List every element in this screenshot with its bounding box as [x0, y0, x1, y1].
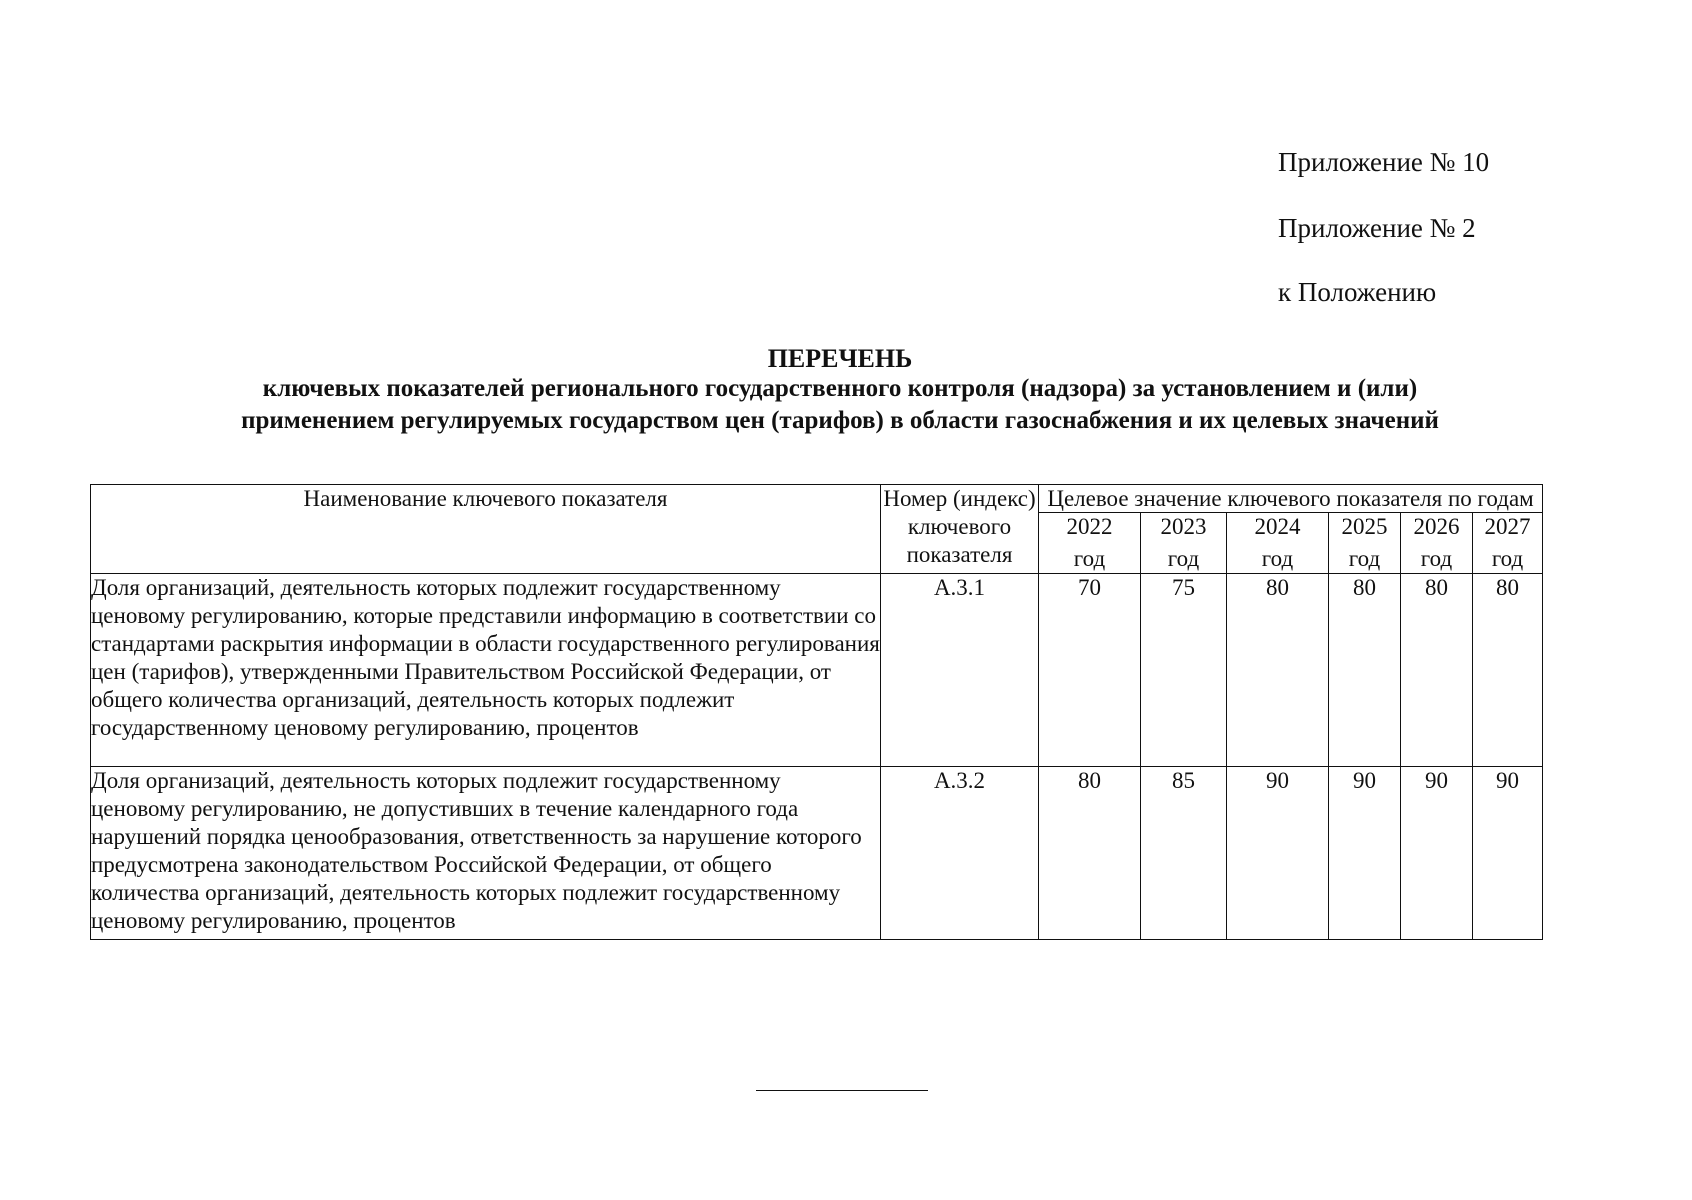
document-title: ПЕРЕЧЕНЬ	[767, 344, 913, 373]
year-unit: год	[1073, 546, 1106, 571]
table-row	[91, 574, 1543, 767]
indicator-name: Доля организаций, деятельность которых подлежит государственному ценовому регулированию, которые представили информацию в соответствии со стандартами раскрытия информации в области государственного регулирования цен (тарифов), утвержденными Правительством Российской Федерации, от общего количества организаций, деятельность которых подлежит государственному ценовому регулированию, процентов	[91, 574, 881, 767]
header-indicator-name: Наименование ключевого показателя	[91, 485, 881, 574]
value-2023: 75	[1141, 574, 1227, 767]
value-2027: 90	[1473, 767, 1543, 940]
value-2024: 80	[1227, 574, 1329, 767]
indicator-index: А.3.1	[881, 574, 1039, 767]
table-row	[91, 767, 1543, 940]
document-subtitle-line-2: применением регулируемых государством цен (тарифов) в области газоснабжения и их целевых значений	[241, 407, 1439, 434]
value-2026: 90	[1401, 767, 1473, 940]
indicator-name: Доля организаций, деятельность которых подлежит государственному ценовому регулированию, не допустивших в течение календарного года нарушений порядка ценообразования, ответственность за нарушение которого предусмотрена законодательством Российской Федерации, от общего количества организаций, деятельность которых подлежит государственному ценовому регулированию, процентов	[91, 767, 881, 940]
value-2026: 80	[1401, 574, 1473, 767]
annex-label-regulation: к Положению	[1278, 277, 1437, 307]
year-label: 2024	[1254, 514, 1301, 539]
value-2024: 90	[1227, 767, 1329, 940]
value-2023: 85	[1141, 767, 1227, 940]
year-label: 2023	[1160, 514, 1207, 539]
header-year-2026	[1401, 513, 1473, 574]
year-unit: год	[1167, 546, 1200, 571]
header-year-2024	[1227, 513, 1329, 574]
year-label: 2027	[1484, 514, 1531, 539]
value-2025: 80	[1329, 574, 1401, 767]
document-subtitle-line-1: ключевых показателей регионального государственного контроля (надзора) за установлением и (или)	[262, 375, 1418, 402]
header-target-values: Целевое значение ключевого показателя по годам	[1039, 485, 1543, 513]
annex-label-main: Приложение № 10	[1278, 147, 1490, 177]
value-2022: 70	[1039, 574, 1141, 767]
year-unit: год	[1348, 546, 1381, 571]
indicator-index: А.3.2	[881, 767, 1039, 940]
year-unit: год	[1420, 546, 1453, 571]
year-label: 2022	[1066, 514, 1113, 539]
footer-divider	[756, 1090, 928, 1091]
header-indicator-index: Номер (индекс) ключевого показателя	[881, 485, 1039, 574]
year-unit: год	[1261, 546, 1294, 571]
year-unit: год	[1491, 546, 1524, 571]
value-2025: 90	[1329, 767, 1401, 940]
kpi-table	[90, 484, 1543, 940]
header-year-2022	[1039, 513, 1141, 574]
value-2022: 80	[1039, 767, 1141, 940]
header-year-2027	[1473, 513, 1543, 574]
table-header-row	[91, 485, 1543, 513]
header-year-2023	[1141, 513, 1227, 574]
year-label: 2026	[1413, 514, 1460, 539]
value-2027: 80	[1473, 574, 1543, 767]
header-year-2025	[1329, 513, 1401, 574]
year-label: 2025	[1341, 514, 1388, 539]
annex-label-secondary: Приложение № 2	[1278, 213, 1476, 243]
